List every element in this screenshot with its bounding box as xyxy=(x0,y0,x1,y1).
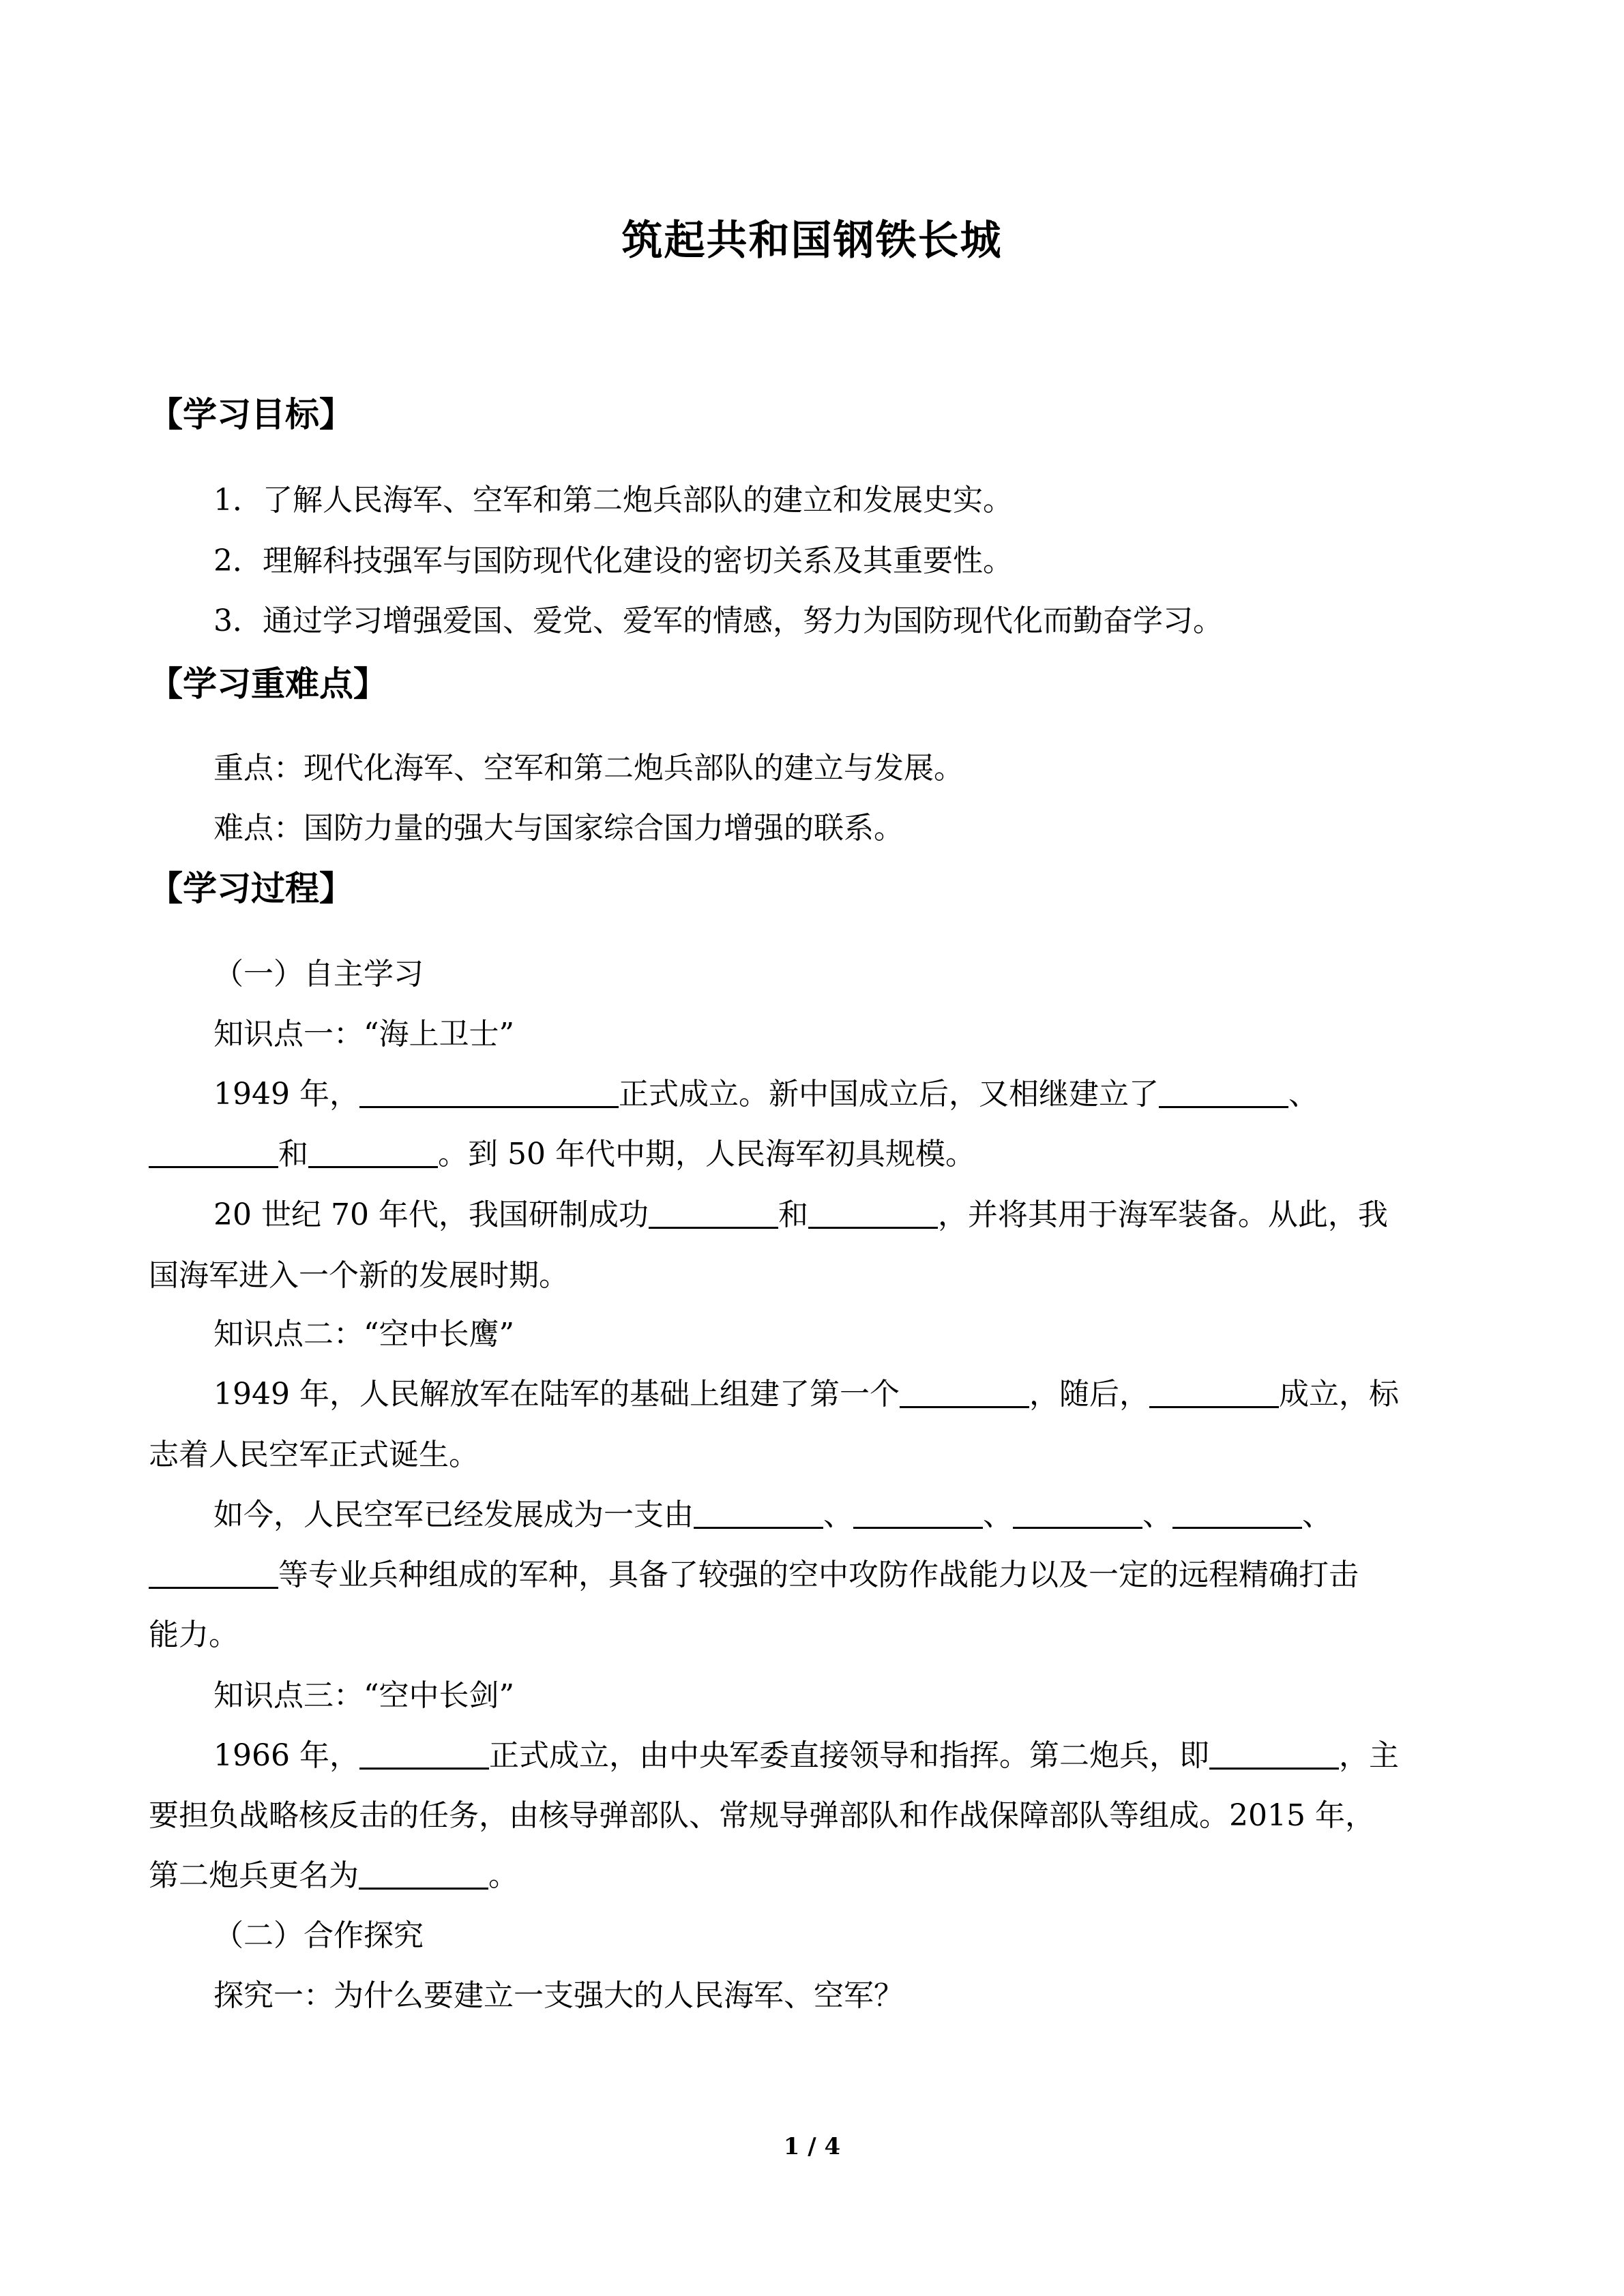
fill-blank[interactable] xyxy=(308,1136,438,1168)
goal-item: 1．了解人民海军、空军和第二炮兵部队的建立和发展史实。 xyxy=(213,483,1013,518)
fill-blank[interactable] xyxy=(694,1497,823,1529)
text: 、 xyxy=(1142,1497,1172,1532)
text: 、 xyxy=(823,1497,853,1532)
knowledge-point-2-title: 知识点二：“空中长鹰” xyxy=(213,1317,514,1352)
text: 、 xyxy=(1302,1497,1332,1532)
kp3-paragraph-1-end xyxy=(149,1851,1475,1894)
fill-blank[interactable] xyxy=(1159,1076,1288,1108)
goal-item: 2．理解科技强军与国防现代化建设的密切关系及其重要性。 xyxy=(213,543,1013,578)
text: 等专业兵种组成的军种，具备了较强的空中攻防作战能力以及一定的远程精确打击 xyxy=(278,1557,1359,1592)
page-title: 筑起共和国钢铁长城 xyxy=(621,217,1003,265)
fill-blank[interactable] xyxy=(808,1197,938,1229)
kp2-paragraph-1-cont: 志着人民空军正式诞生。 xyxy=(149,1437,479,1472)
text: 1949 年，人民解放军在陆军的基础上组建了第一个 xyxy=(213,1377,900,1412)
kp2-paragraph-2-end: 能力。 xyxy=(149,1617,239,1652)
heading-process: 【学习过程】 xyxy=(149,869,353,908)
text: 1949 年， xyxy=(213,1077,359,1112)
text: 。 xyxy=(488,1858,518,1893)
kp1-paragraph-1-cont xyxy=(149,1129,1475,1173)
fill-blank[interactable] xyxy=(149,1557,278,1589)
text: 正式成立。新中国成立后，又相继建立了 xyxy=(618,1077,1159,1112)
text: ，随后， xyxy=(1029,1377,1149,1412)
text: 和 xyxy=(278,1137,308,1172)
fill-blank[interactable] xyxy=(149,1136,278,1168)
kp1-paragraph-2 xyxy=(213,1190,1475,1234)
text: 正式成立，由中央军委直接领导和指挥。第二炮兵，即 xyxy=(488,1738,1209,1773)
section-self-study: （一）自主学习 xyxy=(213,957,424,992)
fill-blank[interactable] xyxy=(359,1076,619,1108)
knowledge-point-1-title: 知识点一：“海上卫士” xyxy=(213,1017,514,1052)
inquiry-1: 探究一：为什么要建立一支强大的人民海军、空军？ xyxy=(213,1978,904,2013)
knowledge-point-3-title: 知识点三：“空中长剑” xyxy=(213,1678,514,1713)
kp3-paragraph-1 xyxy=(213,1731,1475,1774)
fill-blank[interactable] xyxy=(853,1497,983,1529)
text: 20 世纪 70 年代，我国研制成功 xyxy=(213,1197,649,1232)
fill-blank[interactable] xyxy=(1209,1738,1339,1770)
key-point-difficulty: 难点：国防力量的强大与国家综合国力增强的联系。 xyxy=(213,811,904,846)
text: 成立，标 xyxy=(1278,1377,1399,1412)
text: 第二炮兵更名为 xyxy=(149,1858,359,1893)
section-cooperation: （二）合作探究 xyxy=(213,1918,424,1953)
kp1-paragraph-1 xyxy=(213,1069,1475,1113)
fill-blank[interactable] xyxy=(359,1738,489,1770)
page-number: 1 / 4 xyxy=(783,2133,841,2160)
fill-blank[interactable] xyxy=(1172,1497,1302,1529)
kp2-paragraph-2-cont xyxy=(149,1550,1475,1594)
fill-blank[interactable] xyxy=(1013,1497,1142,1529)
fill-blank[interactable] xyxy=(1149,1376,1279,1408)
text: 1966 年， xyxy=(213,1738,359,1773)
kp3-paragraph-1-cont: 要担负战略核反击的任务，由核导弹部队、常规导弹部队和作战保障部队等组成。2015 年， xyxy=(149,1798,1375,1833)
kp2-paragraph-2 xyxy=(213,1490,1475,1534)
kp1-paragraph-2-cont: 国海军进入一个新的发展时期。 xyxy=(149,1258,569,1293)
kp2-paragraph-1 xyxy=(213,1369,1475,1413)
text: 和 xyxy=(778,1197,808,1232)
fill-blank[interactable] xyxy=(649,1197,778,1229)
text: ，并将其用于海军装备。从此，我 xyxy=(937,1197,1388,1232)
text: 、 xyxy=(1288,1077,1318,1112)
fill-blank[interactable] xyxy=(359,1858,488,1890)
key-point-focus: 重点：现代化海军、空军和第二炮兵部队的建立与发展。 xyxy=(213,751,964,786)
text: 、 xyxy=(983,1497,1013,1532)
heading-key-points: 【学习重难点】 xyxy=(149,664,387,704)
text: 如今，人民空军已经发展成为一支由 xyxy=(213,1497,694,1532)
text: ，主 xyxy=(1338,1738,1399,1773)
text: 。到 50 年代中期，人民海军初具规模。 xyxy=(438,1137,975,1172)
heading-goals: 【学习目标】 xyxy=(149,395,353,434)
goal-item: 3．通过学习增强爱国、爱党、爱军的情感，努力为国防现代化而勤奋学习。 xyxy=(213,603,1223,638)
fill-blank[interactable] xyxy=(900,1376,1029,1408)
